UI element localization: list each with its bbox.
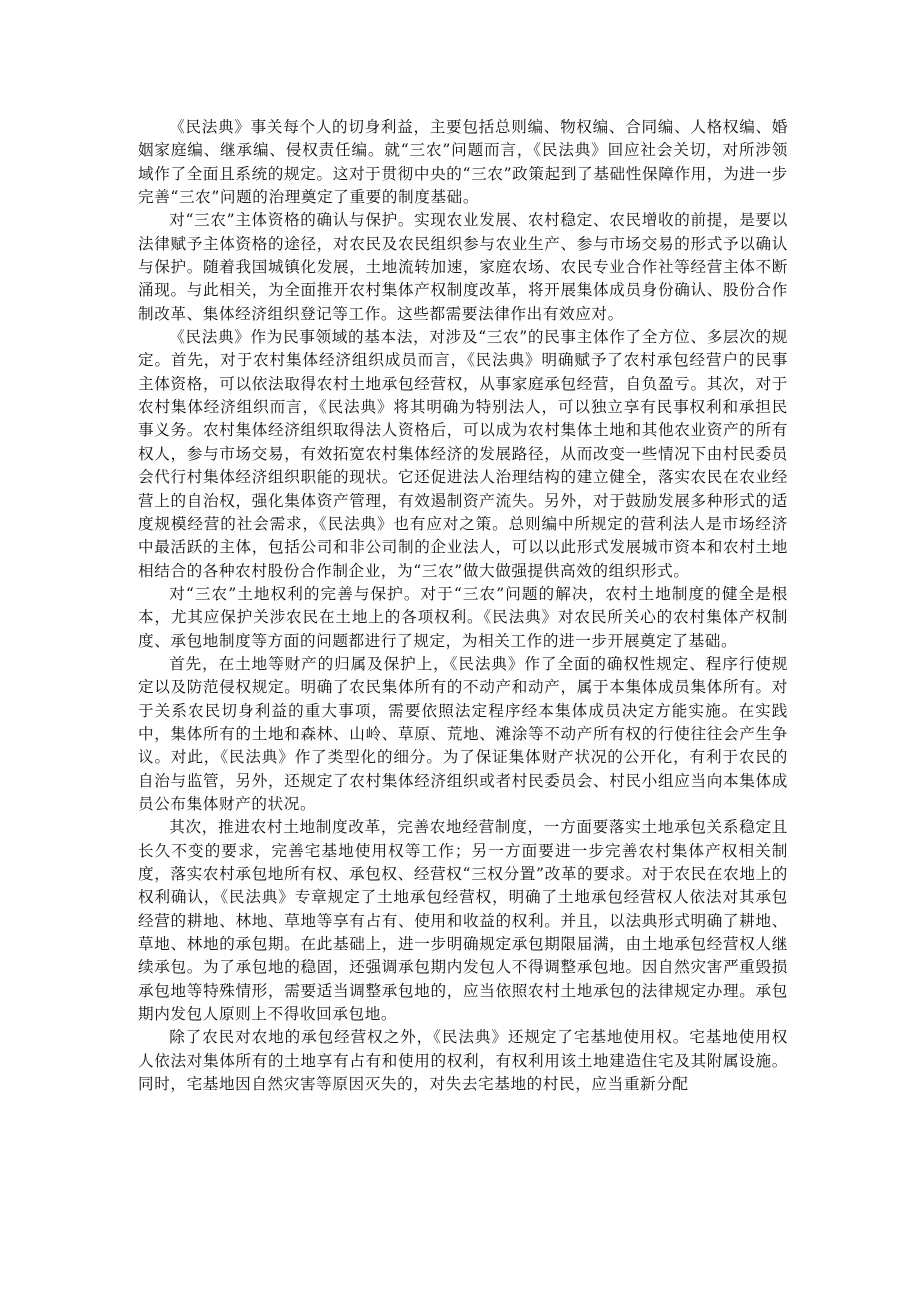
paragraph-4: 对“三农”土地权利的完善与保护。对于“三农”问题的解决，农村土地制度的健全是根本，尤其应保护关涉农民在土地上的各项权利。《民法典》对农民所关心的农村集体产权制度、承包地制度等方面的问题都进行了规定，为相关工作的进一步开展奠定了基础。 <box>138 584 788 650</box>
paragraph-2: 对“三农”主体资格的确认与保护。实现农业发展、农村稳定、农民增收的前提，是要以法律赋予主体资格的途径，对农民及农民组织参与农业生产、参与市场交易的形式予以确认与保护。随着我国城镇化发展，土地流转加速，家庭农场、农民专业合作社等经营主体不断涌现。与此相关，为全面推开农村集体产权制度改革，将开展集体成员身份确认、股份合作制改革、集体经济组织登记等工作。这些都需要法律作出有效应对。 <box>138 211 788 323</box>
paragraph-5: 首先，在土地等财产的归属及保护上，《民法典》作了全面的确权性规定、程序行使规定以及防范侵权规定。明确了农民集体所有的不动产和动产，属于本集体成员集体所有。对于关系农民切身利益的重大事项，需要依照法定程序经本集体成员决定方能实施。在实践中，集体所有的土地和森林、山岭、草原、荒地、滩涂等不动产所有权的行使往往会产生争议。对此，《民法典》作了类型化的细分。为了保证集体财产状况的公开化，有利于农民的自治与监管，另外，还规定了农村集体经济组织或者村民委员会、村民小组应当向本集体成员公布集体财产的状况。 <box>138 654 788 813</box>
paragraph-1: 《民法典》事关每个人的切身利益，主要包括总则编、物权编、合同编、人格权编、婚姻家庭编、继承编、侵权责任编。就“三农”问题而言，《民法典》回应社会关切，对所涉领域作了全面且系统的规定。这对于贯彻中央的“三农”政策起到了基础性保障作用，为进一步完善“三农”问题的治理奠定了重要的制度基础。 <box>138 118 788 207</box>
paragraph-3: 《民法典》作为民事领域的基本法，对涉及“三农”的民事主体作了全方位、多层次的规定。首先，对于农村集体经济组织成员而言，《民法典》明确赋予了农村承包经营户的民事主体资格，可以依法取得农村土地承包经营权，从事家庭承包经营，自负盈亏。其次，对于农村集体经济组织而言，《民法典》将其明确为特别法人，可以独立享有民事权利和承担民事义务。农村集体经济组织取得法人资格后，可以成为农村集体土地和其他农业资产的所有权人，参与市场交易，有效拓宽农村集体经济的发展路径，从而改变一些情况下由村民委员会代行村集体经济组织职能的现状。它还促进法人治理结构的建立健全，落实农民在农业经营上的自治权，强化集体资产管理，有效遏制资产流失。另外，对于鼓励发展多种形式的适度规模经营的社会需求，《民法典》也有应对之策。总则编中所规定的营利法人是市场经济中最活跃的主体，包括公司和非公司制的企业法人，可以以此形式发展城市资本和农村土地相结合的各种农村股份合作制企业，为“三农”做大做强提供高效的组织形式。 <box>138 328 788 580</box>
paragraph-6: 其次，推进农村土地制度改革，完善农地经营制度，一方面要落实土地承包关系稳定且长久不变的要求，完善宅基地使用权等工作；另一方面要进一步完善农村集体产权相关制度，落实农村承包地所有权、承包权、经营权“三权分置”改革的要求。对于农民在农地上的权利确认，《民法典》专章规定了土地承包经营权，明确了土地承包经营权人依法对其承包经营的耕地、林地、草地等享有占有、使用和收益的权利。并且，以法典形式明确了耕地、草地、林地的承包期。在此基础上，进一步明确规定承包期限届满，由土地承包经营权人继续承包。为了承包地的稳固，还强调承包期内发包人不得调整承包地。因自然灾害严重毁损承包地等特殊情形，需要适当调整承包地的，应当依照农村土地承包的法律规定办理。承包期内发包人原则上不得收回承包地。 <box>138 818 788 1024</box>
paragraph-7: 除了农民对农地的承包经营权之外，《民法典》还规定了宅基地使用权。宅基地使用权人依法对集体所有的土地享有占有和使用的权利，有权利用该土地建造住宅及其附属设施。同时，宅基地因自然灾害等原因灭失的，对失去宅基地的村民，应当重新分配 <box>138 1028 788 1094</box>
